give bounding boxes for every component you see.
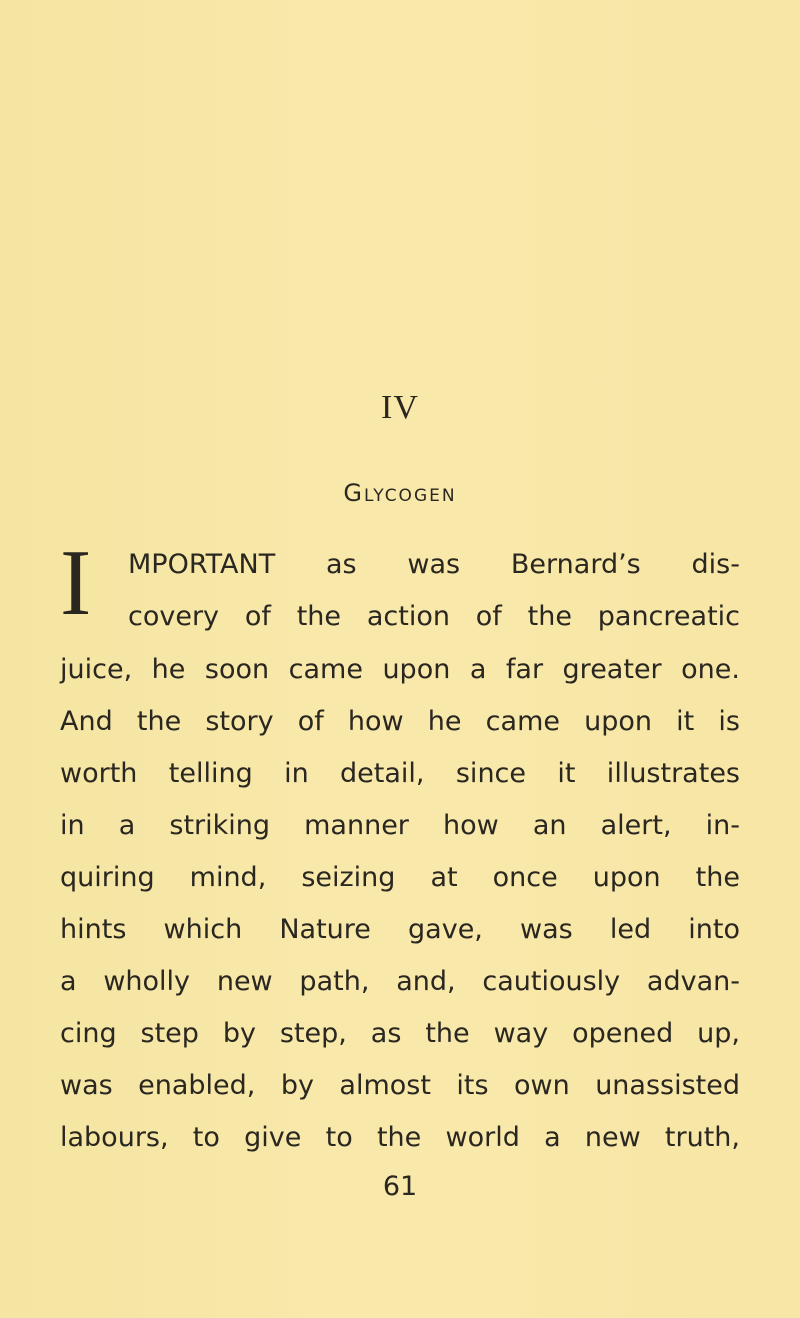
page-number: 61 [382,1171,418,1202]
text-line: worth telling in detail, since it illustrates [60,758,740,789]
text-line: a wholly new path, and, cautiously advan- [60,966,740,997]
text-line: covery of the action of the pancreatic [128,601,740,632]
drop-cap: I [60,531,92,635]
text-line: And the story of how he came upon it is [60,706,740,737]
chapter-title: Glycogen [343,479,457,507]
text-line: labours, to give to the world a new truth, [60,1122,740,1153]
text-line: in a striking manner how an alert, in- [60,810,740,841]
text-line: MPORTANT as was Bernard’s dis- [128,549,740,580]
text-line: juice, he soon came upon a far greater one. [60,654,740,685]
chapter-number: IV [381,389,419,426]
text-line: quiring mind, seizing at once upon the [60,862,740,893]
text-line: cing step by step, as the way opened up, [60,1018,740,1049]
text-line: hints which Nature gave, was led into [60,914,740,945]
text-line: was enabled, by almost its own unassisted [60,1070,740,1101]
